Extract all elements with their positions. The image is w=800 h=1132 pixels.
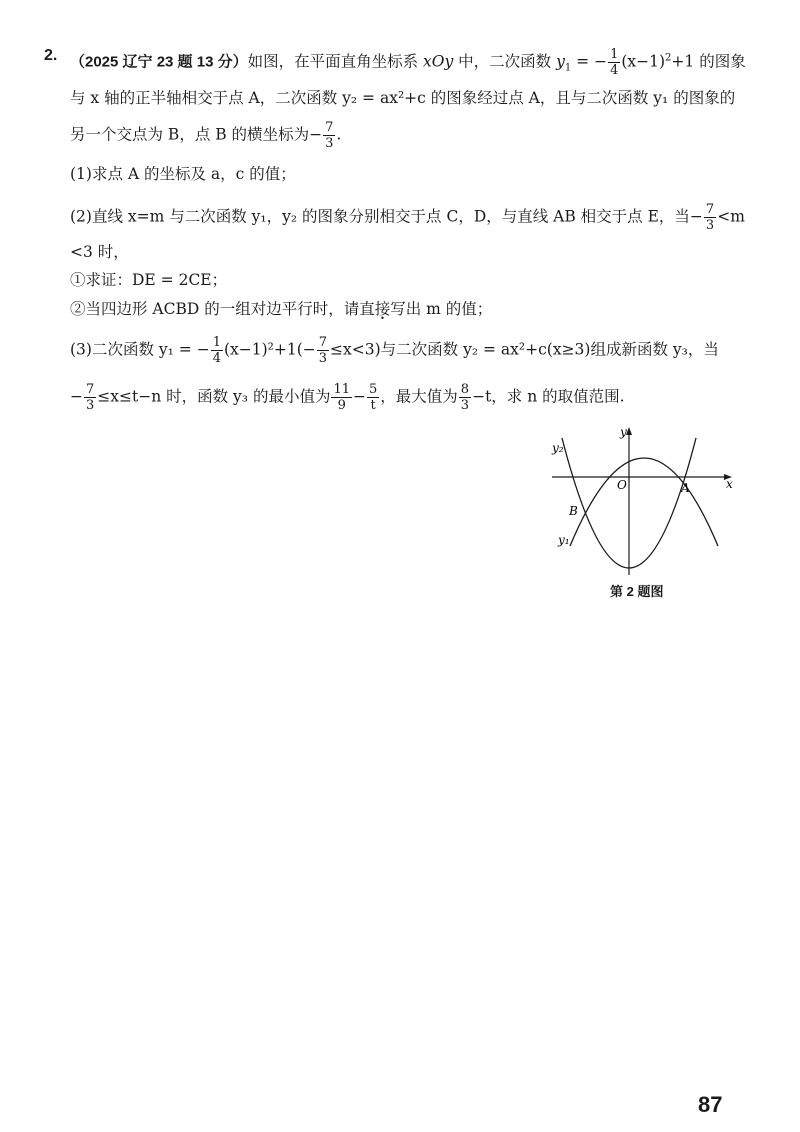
y1-label: y₁ [558,533,570,547]
fraction-q3-3: $\frac{7}{3}$ [86,382,95,413]
fraction-q3-6: $\frac{8}{3}$ [460,382,470,413]
fraction-q3-2: $\frac{7}{3}$ [318,335,328,366]
figure-caption: 第 2 题图 [610,584,664,599]
question-1: (1)求点 A 的坐标及 a，c 的值； [70,165,296,183]
question-2-part-i: ①求证：DE = 2CE； [70,271,228,289]
point-a-label: A [681,481,690,495]
problem-line-1: （2025 辽宁 23 题 13 分）如图，在平面直角坐标系 xOy 中，二次函数 $y_1$ = − $\frac{1}{4}$ $(x-1)^2+1$ 的图象 [70,47,746,78]
question-3-line-1: (3)二次函数 y₁ = − $\frac{1}{4}$ (x−1)²+1(− $\frac{7}{3}$ ≤x<3)与二次函数 y₂ = ax²+c(x≥3)组成新函数 y₃，当 [70,335,719,366]
line1-y: y [556,52,565,71]
origin-label: O [617,478,627,492]
problem-source: （2025 辽宁 23 题 13 分） [70,53,248,71]
line1-coord-system: xOy [423,52,454,71]
y2-label: y₂ [552,441,564,455]
question-2-part-ii: ②当四边形 ACBD 的一组对边平行时，请直接写出 • m 的值； [70,299,492,319]
fraction-quarter: $\frac{1}{4}$ [610,47,619,78]
fraction-q3-1: $\frac{1}{4}$ [212,335,221,366]
fraction-q3-5: $\frac{5}{t}$ [369,382,378,413]
y1-curve [570,458,718,546]
fraction-m-lower: $\frac{7}{3}$ [705,202,715,233]
fraction-q3-4: $\frac{11}{9}$ [333,382,350,413]
emphasis-dotted: 请直接写出 • [344,300,422,318]
question-2-line-1: (2)直线 x=m 与二次函数 y₁，y₂ 的图象分别相交于点 C，D，与直线 AB 相交于点 E，当− $\frac{7}{3}$ <m [70,202,745,233]
y-axis-arrow [626,427,632,435]
fraction-b-x: $\frac{7}{3}$ [325,120,334,151]
problem-number: 2. [44,47,58,64]
point-b-label: B [569,504,578,518]
line1-end: +1 的图象 [671,52,746,71]
x-axis-label: x [726,477,733,491]
line1-eq: = − [571,52,608,71]
line1-tail: (x−1) [621,52,666,71]
parabola-figure [540,420,740,580]
line1-text-c: 中，二次函数 [453,52,557,71]
question-2-line-2: <3 时， [70,243,129,261]
line1-text-a: 如图，在平面直角坐标系 [247,52,424,71]
y-axis-label: y [620,425,627,439]
page-number: 87 [698,1092,723,1117]
question-3-line-2: − $\frac{7}{3}$ ≤x≤t−n 时，函数 y₃ 的最小值为 $\frac{11}{9}$ − $\frac{5}{t}$ ，最大值为 $\frac{8}{3}$ −t，求 n 的取值范围. [70,382,625,413]
problem-line-3: 另一个交点为 B，点 B 的横坐标为− $\frac{7}{3}$ . [70,120,342,151]
problem-line-2: 与 x 轴的正半轴相交于点 A，二次函数 y₂ = ax²+c 的图象经过点 A，且与二次函数 y₁ 的图象的 [70,89,736,107]
